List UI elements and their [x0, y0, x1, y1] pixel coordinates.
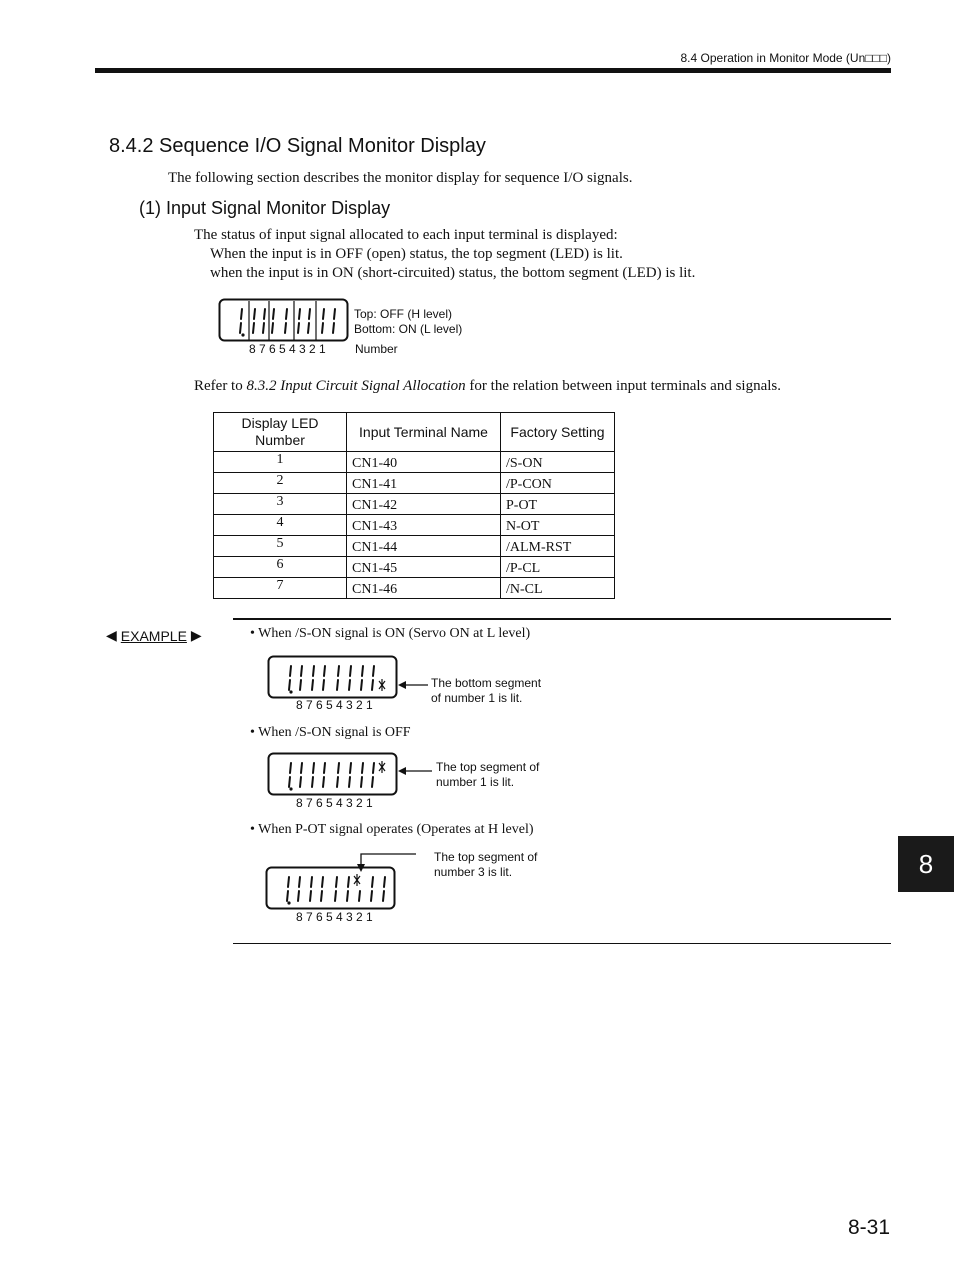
led-number-cell: 5	[214, 536, 347, 557]
led-display-example-1	[267, 655, 402, 701]
example-bullet-2: • When /S-ON signal is OFF	[250, 725, 411, 740]
refer-paragraph	[194, 378, 781, 395]
led-number-cell: 4	[214, 515, 347, 536]
table-row	[214, 536, 615, 557]
triangle-left-icon: ◀	[106, 627, 117, 643]
paragraph-on-status: when the input is in ON (short-circuited) status, the bottom segment (LED) is lit.	[210, 265, 696, 281]
table-row	[214, 473, 615, 494]
callout-2-line-1: The top segment of	[436, 760, 540, 774]
example-label	[106, 627, 202, 644]
callout-3-line-2: number 3 is lit.	[434, 865, 513, 879]
table-row	[214, 557, 615, 578]
setting-cell: P-OT	[501, 494, 615, 515]
running-header: 8.4 Operation in Monitor Mode (Un□□□)	[680, 51, 891, 65]
led-number-cell: 6	[214, 557, 347, 578]
terminal-cell: CN1-41	[347, 473, 501, 494]
input-signal-table	[213, 412, 615, 599]
callout-arrow-icon	[398, 678, 430, 692]
section-title: 8.4.2 Sequence I/O Signal Monitor Display	[109, 135, 486, 157]
callout-3-line-1: The top segment of	[434, 850, 538, 864]
header-rule	[95, 68, 891, 73]
example-top-rule	[233, 618, 891, 620]
table-row	[214, 515, 615, 536]
callout-arrow-icon	[398, 764, 434, 778]
terminal-cell: CN1-40	[347, 452, 501, 473]
example-bottom-rule	[233, 943, 891, 944]
callout-text-2	[436, 760, 539, 790]
column-header-terminal-name: Input Terminal Name	[347, 413, 501, 452]
led-note-bottom: Bottom: ON (L level)	[354, 322, 463, 336]
callout-text-1	[431, 676, 541, 706]
callout-1-line-2: of number 1 is lit.	[431, 691, 523, 705]
terminal-cell: CN1-46	[347, 578, 501, 599]
example-2-digit-numbers: 8 7 6 5 4 3 2 1	[296, 796, 373, 810]
setting-cell: /ALM-RST	[501, 536, 615, 557]
refer-suffix: for the relation between input terminals and signals.	[465, 378, 781, 394]
example-label-text: EXAMPLE	[120, 627, 187, 644]
example-1-digit-numbers: 8 7 6 5 4 3 2 1	[296, 698, 373, 712]
led-number-cell: 2	[214, 473, 347, 494]
callout-1-line-1: The bottom segment	[431, 676, 542, 690]
terminal-cell: CN1-43	[347, 515, 501, 536]
led-note-top: Top: OFF (H level)	[354, 307, 453, 321]
chapter-tab: 8	[898, 836, 954, 892]
example-3-digit-numbers: 8 7 6 5 4 3 2 1	[296, 910, 373, 924]
section-intro: The following section describes the monitor display for sequence I/O signals.	[168, 170, 633, 186]
setting-cell: /P-CON	[501, 473, 615, 494]
terminal-cell: CN1-45	[347, 557, 501, 578]
led-number-cell: 3	[214, 494, 347, 515]
refer-link-text: 8.3.2 Input Circuit Signal Allocation	[246, 378, 466, 394]
led-display-example-3	[265, 866, 400, 912]
column-header-factory-setting: Factory Setting	[501, 413, 615, 452]
refer-prefix: Refer to	[194, 378, 247, 394]
table-row	[214, 578, 615, 599]
table-row	[214, 494, 615, 515]
page-number: 8-31	[847, 1216, 890, 1239]
setting-cell: /P-CL	[501, 557, 615, 578]
example-bullet-3: • When P-OT signal operates (Operates at H level)	[250, 822, 534, 837]
callout-2-line-2: number 1 is lit.	[436, 775, 515, 789]
terminal-cell: CN1-44	[347, 536, 501, 557]
led-digit-numbers: 8 7 6 5 4 3 2 1	[249, 342, 326, 356]
led-number-cell: 1	[214, 452, 347, 473]
callout-text-3	[434, 850, 537, 880]
led-number-cell: 7	[214, 578, 347, 599]
example-bullet-1: • When /S-ON signal is ON (Servo ON at L level)	[250, 626, 531, 641]
setting-cell: /S-ON	[501, 452, 615, 473]
table-header-row	[214, 413, 615, 452]
setting-cell: N-OT	[501, 515, 615, 536]
subsection-title: (1) Input Signal Monitor Display	[139, 198, 391, 218]
column-header-led-number: Display LED Number	[214, 413, 347, 452]
paragraph-off-status: When the input is in OFF (open) status, the top segment (LED) is lit.	[210, 246, 623, 262]
terminal-cell: CN1-42	[347, 494, 501, 515]
led-display-example-2	[267, 752, 402, 798]
setting-cell: /N-CL	[501, 578, 615, 599]
paragraph-status: The status of input signal allocated to each input terminal is displayed:	[194, 227, 618, 243]
led-display-diagram	[218, 298, 353, 344]
led-number-label: Number	[355, 342, 398, 356]
table-row	[214, 452, 615, 473]
triangle-right-icon: ▶	[190, 627, 202, 643]
